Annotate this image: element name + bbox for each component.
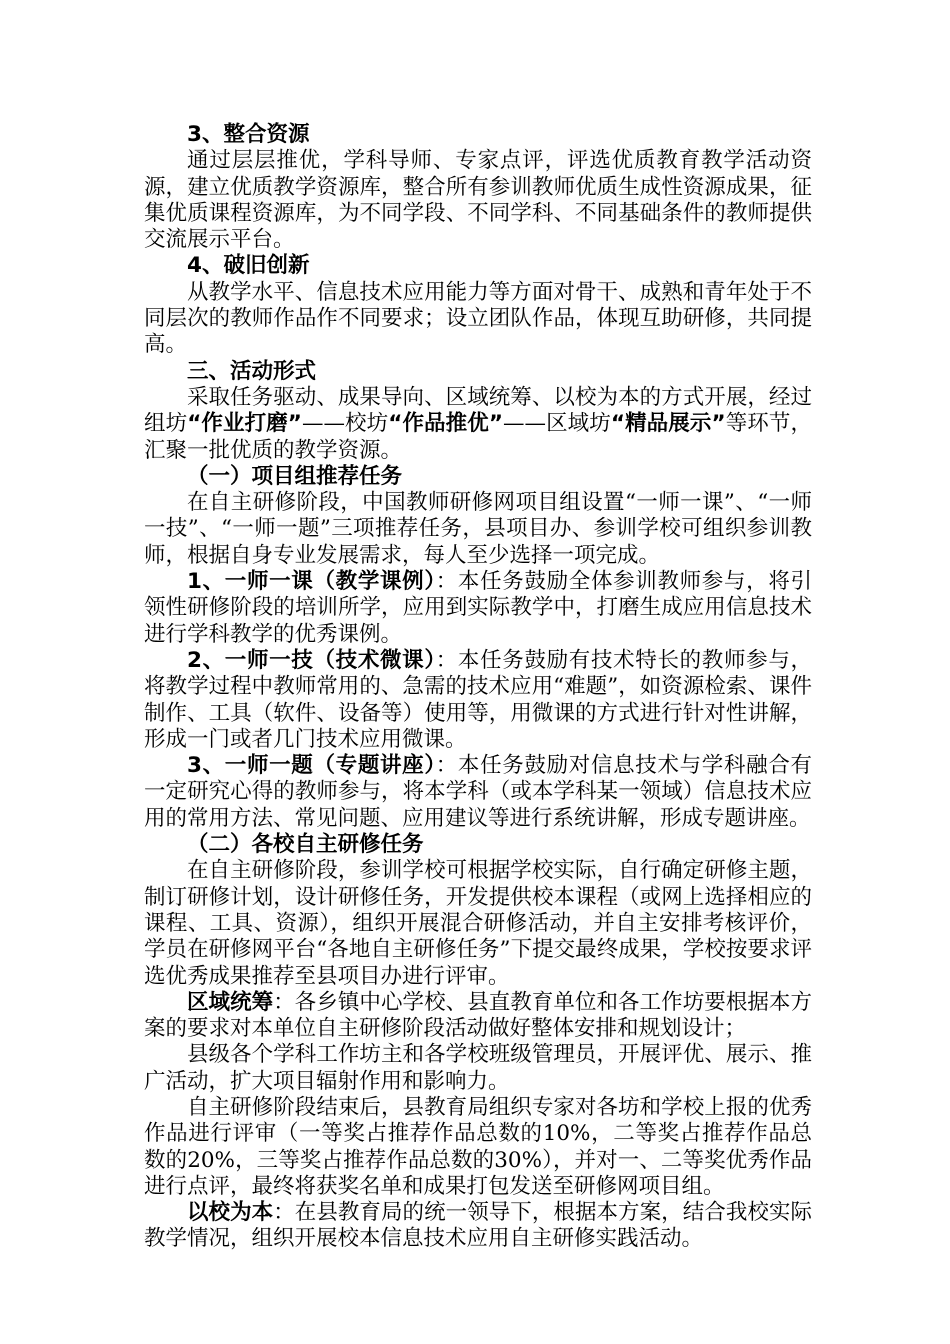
activity-form-bold-selection: “作品推优” [388,411,503,437]
paragraph-activity-form [144,385,812,464]
regional-coordination-label: 区域统筹 [187,989,274,1015]
task-one-topic-text: ：本任务鼓励对信息技术与学科融合有一定研究心得的教师参与，将本学科（或本学科某一领域）信息技术应用的常用方法、常见问题、应用建议等进行系统讲解，形成专题讲座。 [144,753,812,831]
paragraph-task-one-lesson [144,569,812,648]
paragraph-evaluation: 自主研修阶段结束后，县教育局组织专家对各坊和学校上报的优秀作品进行评审（一等奖占推荐作品总数的10%，二等奖占推荐作品总数的20%，三等奖占推荐作品总数的30%），并对一、二等奖优秀作品进行点评，最终将获奖名单和成果打包发送至研修网项目组。 [144,1094,812,1199]
document-body [144,122,812,1253]
section-heading-innovation: 4、破旧创新 [187,253,310,279]
school-based-text: ：在县教育局的统一领导下，根据本方案，结合我校实际教学情况，组织开展校本信息技术应用自主研修实践活动。 [144,1200,812,1252]
activity-form-bold-showcase: “精品展示” [610,411,726,437]
activity-form-text-c: ——区域坊 [502,411,611,437]
activity-form-bold-homework: “作业打磨” [187,411,302,437]
paragraph-task-one-skill [144,648,812,753]
paragraph-school-based [144,1200,812,1253]
paragraph-innovation: 从教学水平、信息技术应用能力等方面对骨干、成熟和青年处于不同层次的教师作品作不同要求；设立团队作品，体现互助研修，共同提高。 [144,279,812,358]
paragraph-integrate-resources: 通过层层推优，学科导师、专家点评，评选优质教育教学活动资源，建立优质教学资源库，整合所有参训教师优质生成性资源成果，征集优质课程资源库，为不同学段、不同学科、不同基础条件的教师提供交流展示平台。 [144,148,812,253]
paragraph-county-workshops: 县级各个学科工作坊主和各学校班级管理员，开展评优、展示、推广活动，扩大项目辐射作用和影响力。 [144,1042,812,1094]
activity-form-text-d: 等环节，汇聚一批优质的教学资源。 [144,411,812,463]
section-heading-activity-form: 三、活动形式 [187,358,317,384]
task-one-skill-label: 2、一师一技（技术微课） [187,647,436,673]
task-one-skill-text: ：本任务鼓励有技术特长的教师参与，将教学过程中教师常用的、急需的技术应用“难题”，如资源检索、课件制作、工具（软件、设备等）使用等，用微课的方式进行针对性讲解，形成一门或者几门技术应用微课。 [144,647,812,752]
subsection-heading-school-tasks: （二）各校自主研修任务 [187,832,424,858]
paragraph-school-tasks: 在自主研修阶段，参训学校可根据学校实际，自行确定研修主题，制订研修计划，设计研修任务，开发提供校本课程（或网上选择相应的课程、工具、资源），组织开展混合研修活动，并自主安排考核评价，学员在研修网平台“各地自主研修任务”下提交最终成果，学校按要求评选优秀成果推荐至县项目办进行评审。 [144,858,812,989]
paragraph-project-tasks: 在自主研修阶段，中国教师研修网项目组设置“一师一课”、“一师一技”、“一师一题”三项推荐任务，县项目办、参训学校可组织参训教师，根据自身专业发展需求，每人至少选择一项完成。 [144,490,812,568]
task-one-lesson-text: ：本任务鼓励全体参训教师参与，将引领性研修阶段的培训所学，应用到实际教学中，打磨生成应用信息技术进行学科教学的优秀课例。 [144,569,812,647]
paragraph-regional-coordination [144,990,812,1043]
paragraph-task-one-topic [144,753,812,832]
subsection-heading-project-tasks: （一）项目组推荐任务 [187,463,403,489]
regional-coordination-text: ：各乡镇中心学校、县直教育单位和各工作坊要根据本方案的要求对本单位自主研修阶段活动做好整体安排和规划设计； [144,989,812,1042]
school-based-label: 以校为本 [187,1200,274,1226]
task-one-topic-label: 3、一师一题（专题讲座） [187,753,436,779]
section-heading-integrate-resources: 3、整合资源 [187,122,310,147]
activity-form-text-b: ——校坊 [301,411,389,437]
activity-form-text-a: 采取任务驱动、成果导向、区域统筹、以校为本的方式开展，经过组坊 [144,384,812,437]
task-one-lesson-label: 1、一师一课（教学课例） [187,569,436,595]
